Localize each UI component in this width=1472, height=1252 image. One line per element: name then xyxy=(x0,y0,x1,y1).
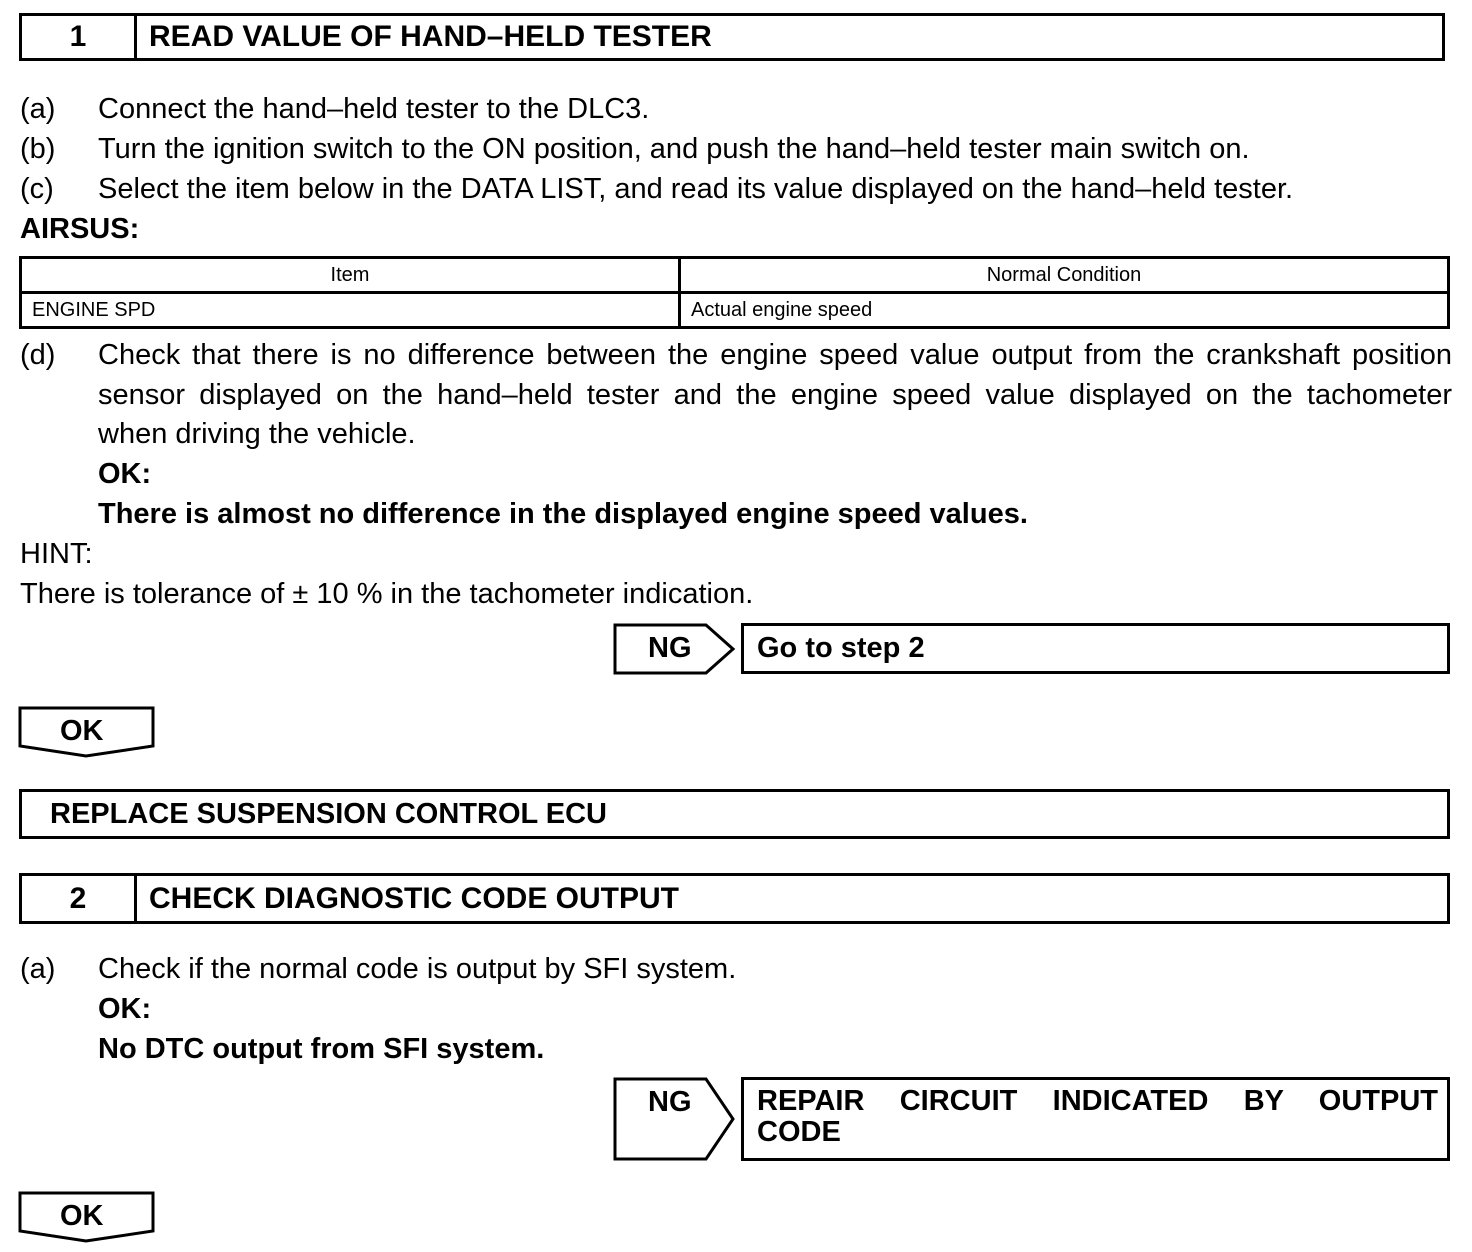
step-2-ok-arrow-label: OK xyxy=(60,1200,104,1232)
table-header-normal-condition: Normal Condition xyxy=(680,258,1449,293)
table-header-row xyxy=(21,258,1449,293)
step-2-title: CHECK DIAGNOSTIC CODE OUTPUT xyxy=(149,881,680,915)
step-1-item-d-line-1: Check that there is no difference between the engine speed value output from the crankshaft position xyxy=(98,339,1452,371)
step-1-number: 1 xyxy=(22,16,137,58)
step-1-ok-label: OK: xyxy=(98,458,152,490)
data-list-table xyxy=(19,256,1450,329)
step-2-item-a-text: Check if the normal code is output by SFI system. xyxy=(98,953,737,985)
hint-text: There is tolerance of ± 10 % in the tachometer indication. xyxy=(20,578,754,610)
system-label: AIRSUS: xyxy=(20,213,140,245)
table-row xyxy=(21,293,1449,328)
step-1-item-b-text: Turn the ignition switch to the ON position, and push the hand–held tester main switch on. xyxy=(98,133,1250,165)
step-2-item-a-label: (a) xyxy=(20,953,56,985)
step-2-ok-label: OK: xyxy=(98,993,152,1025)
step-2-ng-result-line-2: CODE xyxy=(757,1116,841,1148)
step-1-item-b-label: (b) xyxy=(20,133,56,165)
step-2-ok-condition: No DTC output from SFI system. xyxy=(98,1033,545,1065)
step-1-ng-label: NG xyxy=(648,632,692,664)
step-1-item-a-label: (a) xyxy=(20,93,56,125)
step-1-item-c-label: (c) xyxy=(20,173,54,205)
table-cell-condition: Actual engine speed xyxy=(680,293,1449,328)
step-1-item-d-line-3: when driving the vehicle. xyxy=(98,418,416,450)
step-1-ok-condition: There is almost no difference in the displayed engine speed values. xyxy=(98,498,1028,530)
table-header-item: Item xyxy=(21,258,680,293)
step-2-ng-result xyxy=(741,1077,1450,1161)
step-2-number: 2 xyxy=(22,876,137,921)
replace-ecu-box: REPLACE SUSPENSION CONTROL ECU xyxy=(19,789,1450,839)
step-1-item-d-label: (d) xyxy=(20,339,56,371)
step-1-ok-arrow-label: OK xyxy=(60,715,104,747)
step-1-item-a-text: Connect the hand–held tester to the DLC3. xyxy=(98,93,650,125)
step-1-title: READ VALUE OF HAND–HELD TESTER xyxy=(149,20,712,53)
step-1-item-d-line-2: sensor displayed on the hand–held tester and the engine speed value displayed on the tachometer xyxy=(98,379,1452,411)
step-2-header xyxy=(19,873,1450,924)
hint-label: HINT: xyxy=(20,538,93,570)
step-1-item-c-text: Select the item below in the DATA LIST, and read its value displayed on the hand–held tester. xyxy=(98,173,1294,205)
step-1-ng-result: Go to step 2 xyxy=(741,623,1450,674)
step-1-header xyxy=(19,13,1445,61)
step-2-ng-result-line-1: REPAIR CIRCUIT INDICATED BY OUTPUT xyxy=(757,1085,1438,1117)
table-cell-item: ENGINE SPD xyxy=(21,293,680,328)
step-2-ng-label: NG xyxy=(648,1086,692,1118)
